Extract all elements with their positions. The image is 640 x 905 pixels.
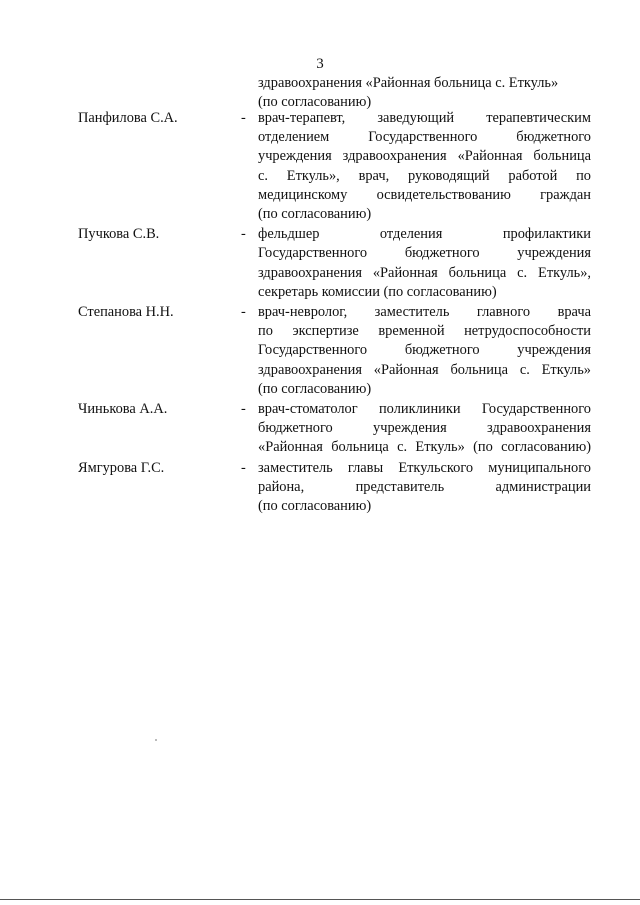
description-line: заместитель главы Еткульского муниципального xyxy=(258,459,591,476)
description-line: фельдшер отделения профилактики xyxy=(258,226,591,243)
member-dash: - xyxy=(241,304,246,321)
description-line: бюджетного учреждения здравоохранения xyxy=(258,420,591,437)
description-line: (по согласованию) xyxy=(258,206,372,223)
member-entry xyxy=(0,109,640,224)
member-description xyxy=(258,400,591,458)
description-line: здравоохранения «Районная больница с. Еткуль», xyxy=(258,264,591,281)
page-number: 3 xyxy=(316,56,324,72)
member-entry xyxy=(0,225,640,302)
description-line: врач-терапевт, заведующий терапевтическим xyxy=(258,110,591,126)
continuation-text xyxy=(258,74,591,112)
member-name: Ямгурова Г.С. xyxy=(78,459,165,476)
description-line: здравоохранения «Районная больница с. Еткуль» xyxy=(258,361,591,378)
description-line: района, представитель администрации xyxy=(258,478,591,495)
scan-speck xyxy=(155,739,157,741)
description-line: (по согласованию) xyxy=(258,498,372,515)
page-bottom-edge xyxy=(0,899,640,900)
member-entry xyxy=(0,303,640,399)
member-description xyxy=(258,459,591,517)
member-dash: - xyxy=(241,459,246,476)
description-line: отделением Государственного бюджетного xyxy=(258,129,591,146)
description-line: по экспертизе временной нетрудоспособности xyxy=(258,323,591,340)
member-dash: - xyxy=(241,401,246,418)
member-name: Степанова Н.Н. xyxy=(78,304,174,321)
continuation-line: (по согласованию) xyxy=(258,94,372,111)
member-entry xyxy=(0,400,640,458)
description-line: (по согласованию) xyxy=(258,380,372,397)
member-description xyxy=(258,109,591,224)
description-line: медицинскому освидетельствованию граждан xyxy=(258,186,591,203)
description-line: врач-невролог, заместитель главного врача xyxy=(258,304,591,321)
member-description xyxy=(258,303,591,399)
member-dash: - xyxy=(241,226,246,243)
member-dash: - xyxy=(241,110,246,126)
description-line: «Районная больница с. Еткуль» (по согласованию) xyxy=(258,439,591,456)
description-line: с. Еткуль», врач, руководящий работой по xyxy=(258,167,591,184)
description-line: врач-стоматолог поликлиники Государственного xyxy=(258,401,591,418)
member-name: Пучкова С.В. xyxy=(78,226,160,243)
member-description xyxy=(258,225,591,302)
member-entry xyxy=(0,459,640,517)
description-line: секретарь комиссии (по согласованию) xyxy=(258,283,497,300)
commission-members-list xyxy=(0,109,640,517)
description-line: Государственного бюджетного учреждения xyxy=(258,245,591,262)
member-name: Чинькова А.А. xyxy=(78,401,168,418)
description-line: Государственного бюджетного учреждения xyxy=(258,342,591,359)
description-line: учреждения здравоохранения «Районная больница xyxy=(258,148,591,165)
continuation-line: здравоохранения «Районная больница с. Еткуль» xyxy=(258,75,559,91)
member-name: Панфилова С.А. xyxy=(78,110,178,126)
